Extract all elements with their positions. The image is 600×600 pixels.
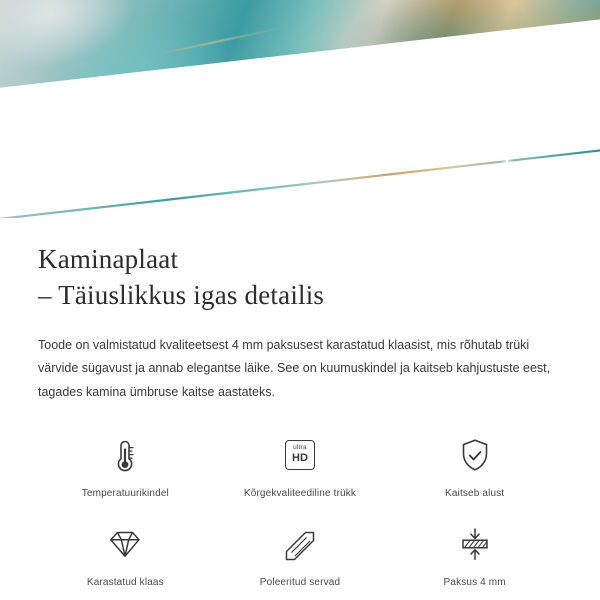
feature-label: Karastatud klaas xyxy=(86,576,164,588)
feature-item-thickness xyxy=(387,521,562,588)
hero-image xyxy=(0,0,600,218)
feature-item-polished-edges xyxy=(213,521,388,588)
feature-grid xyxy=(38,432,562,588)
feature-label: Kõrgekvaliteediline trükk xyxy=(243,487,357,499)
feature-item-surface-protection xyxy=(387,432,562,499)
feature-item-tempered-glass xyxy=(38,521,213,588)
product-description: Toode on valmistatud kvaliteetsest 4 mm paksusest karastatud klaasist, mis rõhutab trüki värvide sügavust ja annab elegantse läike. See on kuumuskindel ja kaitseb kahjustuste eest, tagades kamina ümbruse kaitse aastateks. xyxy=(38,338,551,399)
shield-check-icon xyxy=(452,432,498,478)
thickness-icon xyxy=(452,521,498,567)
page-title-line-2: – Täiuslikkus igas detailis xyxy=(38,279,325,310)
thermometer-icon xyxy=(102,432,148,478)
feature-item-print-quality xyxy=(213,432,388,499)
feature-label: Kaitseb alust xyxy=(445,487,505,499)
page-title xyxy=(38,242,562,313)
ultra-hd-top-text: ultra xyxy=(293,444,307,452)
feature-label: Paksus 4 mm xyxy=(443,576,506,588)
diamond-icon xyxy=(102,521,148,567)
sparkle-icon xyxy=(492,160,522,190)
polished-edge-icon xyxy=(277,521,323,567)
ultra-hd-bottom-text: HD xyxy=(292,451,308,464)
feature-label: Poleeritud servad xyxy=(259,576,341,588)
content-area xyxy=(0,218,600,588)
feature-item-temperature xyxy=(38,432,213,499)
feature-label: Temperatuurikindel xyxy=(81,487,169,499)
ultra-hd-icon xyxy=(277,432,323,478)
page-title-line-1: Kaminaplaat xyxy=(38,244,179,274)
